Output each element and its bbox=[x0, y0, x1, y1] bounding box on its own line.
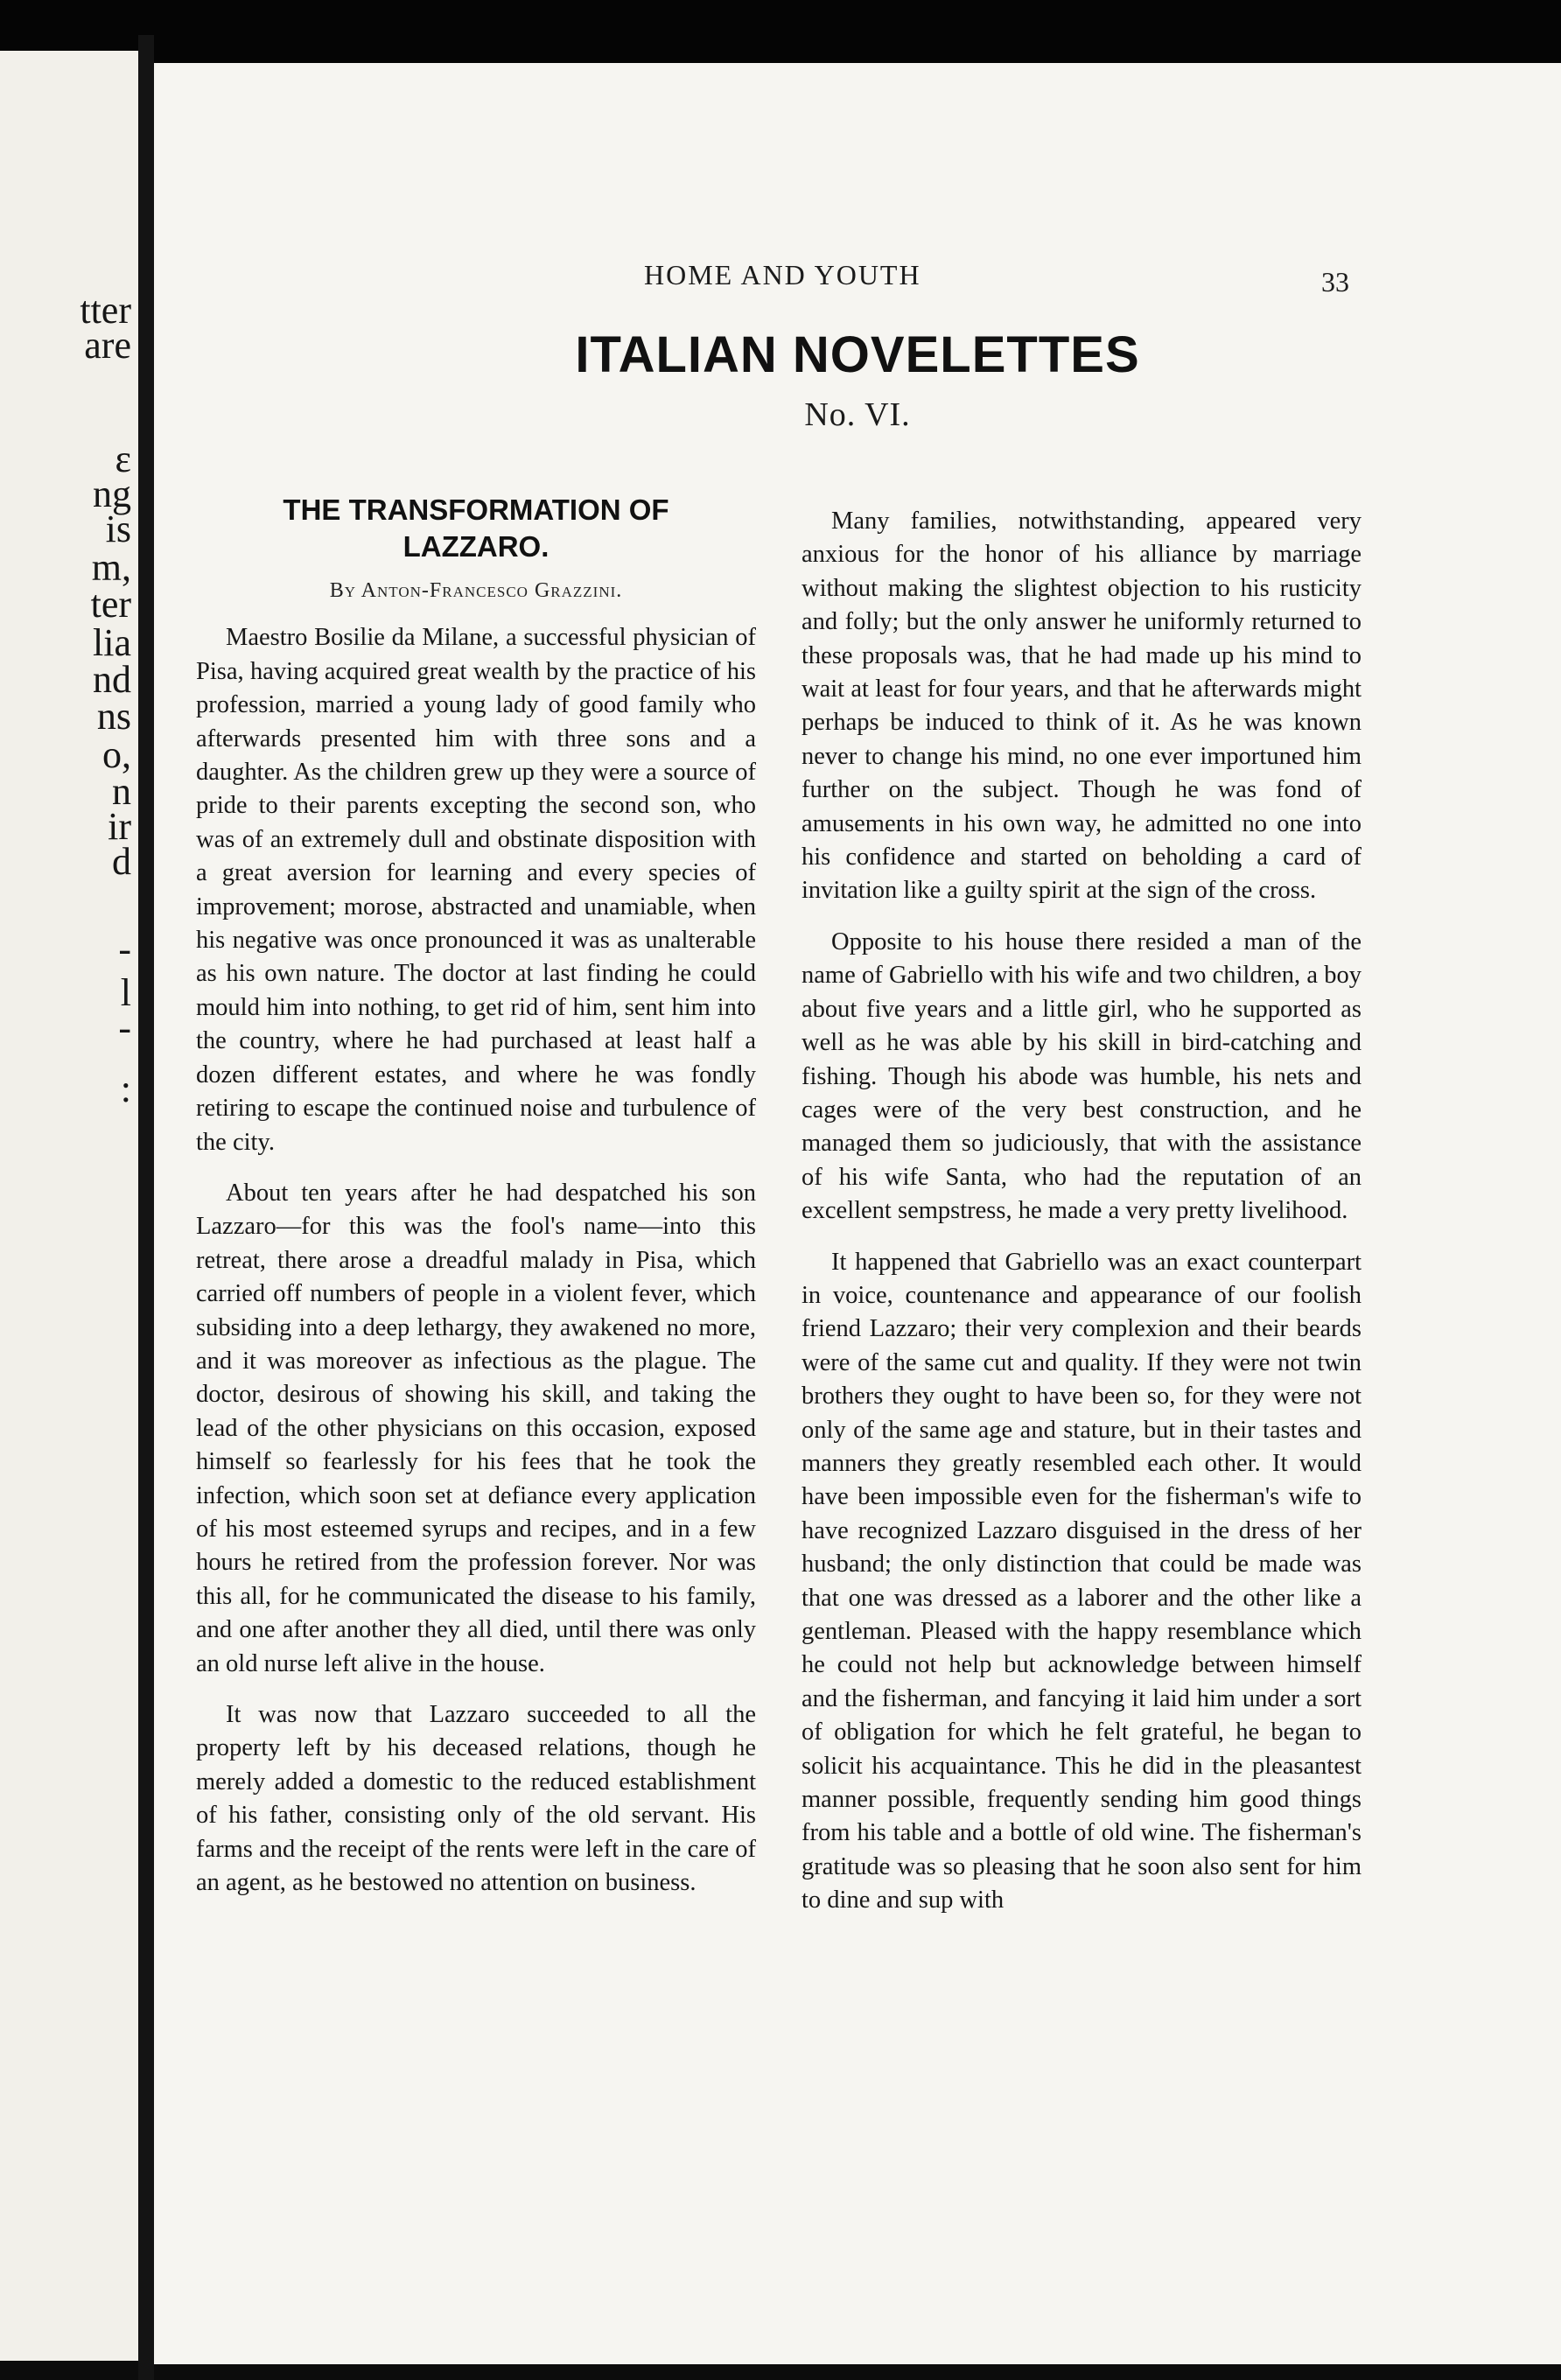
bleed-text: l bbox=[120, 971, 131, 1014]
story-title-line: THE TRANSFORMATION OF bbox=[283, 494, 669, 526]
paragraph: Many families, notwithstanding, appeared very anxious for the honor of his alliance by marriage without making the slightest objection to his rusticity and folly; but the only answer he uniformly returned to these proposals was, that he had made up his mind to wait at least for four years, and that he afterwards might perhaps be induced to think of it. As he was known never to change his mind, no one ever importuned him further on the subject. Though he was fond of amusements in his own way, he admitted no one into his confidence and started on beholding a card of invitation like a guilty spirit at the sign of the cross. bbox=[802, 508, 1362, 905]
bleed-text: tter bbox=[80, 289, 131, 332]
bleed-text: ir bbox=[108, 805, 131, 848]
left-column bbox=[196, 492, 756, 1917]
page-header bbox=[154, 247, 1561, 299]
story-title-line: LAZZARO. bbox=[402, 530, 550, 563]
page-number: 33 bbox=[1321, 266, 1349, 298]
bleed-text: n bbox=[112, 770, 131, 813]
paragraph: It was now that Lazzaro succeeded to all the property left by his deceased relations, though he merely added a domestic to the reduced establishment of his father, consisting only of the old servant. His farms and the receipt of the rents were left in the care of an agent, as he bestowed no attention on business. bbox=[196, 1701, 756, 1897]
bleed-text: ns bbox=[96, 695, 131, 738]
bleed-text: m, bbox=[91, 546, 131, 589]
bleed-text: are bbox=[84, 324, 131, 367]
bleed-text: nd bbox=[93, 658, 131, 701]
scan-top-shadow bbox=[0, 0, 1561, 70]
byline: By Anton-Francesco Grazzini. bbox=[329, 579, 623, 602]
story-title bbox=[196, 492, 756, 565]
bleed-text: ng bbox=[93, 472, 131, 515]
bleed-text: ε bbox=[115, 438, 131, 480]
paragraph: Opposite to his house there resided a man of the name of Gabriello with his wife and two children, a boy about five years and a little girl, who he supported as well as he was able by his skill in bird-catching and fishing. Though his abode was humble, his nets and cages were of the very best construction, and he managed them so judiciously, that with the assistance of his wife Santa, who had the reputation of an excellent sempstress, he made a very pretty livelihood. bbox=[802, 928, 1362, 1225]
bleed-text: : bbox=[120, 1068, 131, 1110]
magazine-page bbox=[154, 63, 1561, 2364]
bleed-text: d bbox=[112, 840, 131, 883]
bleed-text: - bbox=[118, 1006, 131, 1049]
running-head: HOME AND YOUTH bbox=[644, 259, 921, 290]
issue-number: No. VI. bbox=[804, 396, 911, 433]
right-column bbox=[802, 505, 1362, 1936]
facing-page-fragment bbox=[0, 51, 138, 2361]
bleed-text: lia bbox=[93, 621, 131, 664]
series-title: ITALIAN NOVELETTES bbox=[575, 326, 1140, 383]
paragraph: It happened that Gabriello was an exact counterpart in voice, countenance and appearance of our foolish friend Lazzaro; their very complexion and their beards were of the same cut and quality. If they were not twin brothers they ought to have been so, for they were not only of the same age and stature, but in their tastes and manners they greatly resembled each other. It would have been impossible even for the fisherman's wife to have recognized Lazzaro disguised in the dress of her husband; the only distinction that could be made was that one was dressed as a laborer and the other like a gentleman. Pleased with the happy resemblance which he could not help but acknowledge between himself and the fisherman, and fancying it laid him under a sort of obligation for which he felt grateful, he began to solicit his acquaintance. This he did in the pleasantest manner possible, frequently sending him good things from his table and a bottle of old wine. The fisherman's gratitude was so pleasing that he soon also sent for him to dine and sup with bbox=[802, 1248, 1362, 1914]
bleed-text: o, bbox=[102, 733, 131, 776]
bleed-text: ter bbox=[90, 583, 131, 626]
paragraph: About ten years after he had despatched his son Lazzaro—for this was the fool's name—into this retreat, there arose a dreadful malady in Pisa, which carried off numbers of people in a violent fever, which subsiding into a deep lethargy, they awakened no more, and it was moreover as infectious as the plague. The doctor, desirous of showing his skill, and taking the lead of the other physicians on this occasion, exposed himself so fearlessly for his fees that he took the infection, which soon set at defiance every application of his most esteemed syrups and recipes, and in a few hours he retired from the profession forever. Nor was this all, for he communicated the disease to his family, and one after another they all died, until there was only an old nurse left alive in the house. bbox=[196, 1179, 756, 1677]
paragraph: Maestro Bosilie da Milane, a successful physician of Pisa, having acquired great wealth by the practice of his profession, married a young lady of good family who afterwards presented him with three sons and a daughter. As the children grew up they were a source of pride to their parents excepting the second son, who was of an extremely dull and obstinate disposition with a great aversion for learning and every species of improvement; morose, abstracted and unamiable, when his negative was once pronounced it was as unalterable as his own nature. The doctor at last finding he could mould him into nothing, to get rid of him, sent him into the country, where he had purchased at least half a dozen different estates, and where he was fondly retiring to escape the continued noise and turbulence of the city. bbox=[196, 624, 756, 1156]
bleed-text: is bbox=[105, 508, 131, 550]
bleed-text: - bbox=[118, 928, 131, 970]
book-spine-gutter bbox=[138, 35, 154, 2380]
